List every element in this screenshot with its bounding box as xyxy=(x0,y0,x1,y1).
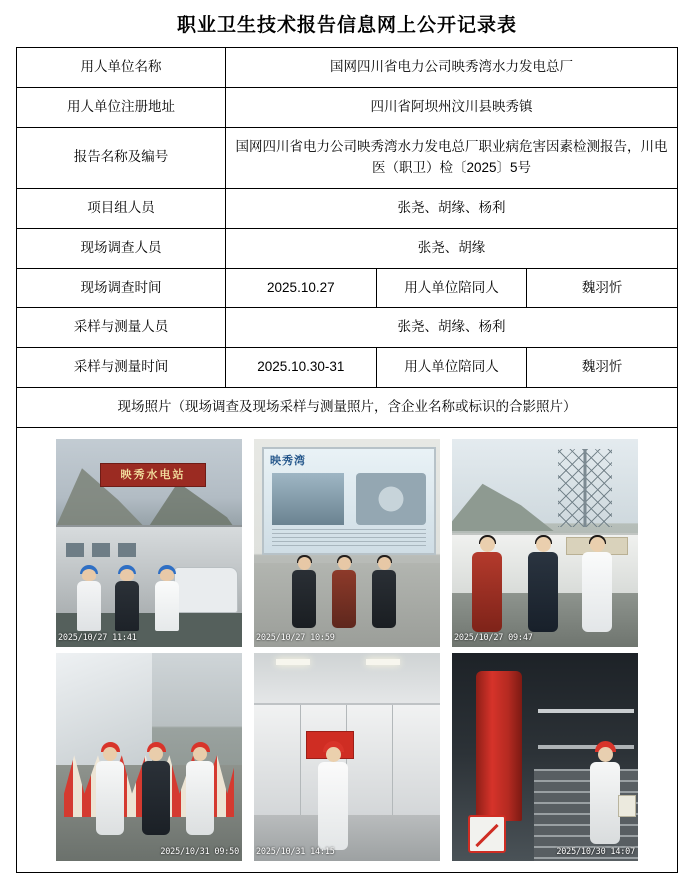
body-shape xyxy=(77,581,101,631)
cabinet-divider xyxy=(392,705,393,817)
person-figure xyxy=(526,537,560,633)
head-shape xyxy=(149,747,163,761)
body-shape xyxy=(96,761,124,835)
person-figure xyxy=(316,747,350,851)
exhibition-board xyxy=(262,447,436,555)
photo-tank-stairs xyxy=(452,653,638,861)
row-value-sampling-staff: 张尧、胡缘、杨利 xyxy=(226,308,678,348)
ceiling-lamp xyxy=(276,659,310,665)
photo-grid xyxy=(23,437,671,863)
photos-section xyxy=(17,428,678,873)
table-row xyxy=(17,87,678,127)
body-shape xyxy=(332,570,356,628)
row-value-employer-name: 国网四川省电力公司映秀湾水力发电总厂 xyxy=(226,48,678,88)
board-photo xyxy=(356,473,426,525)
person-figure xyxy=(370,557,398,629)
cabinet-divider xyxy=(300,705,301,817)
body-shape xyxy=(528,552,558,632)
person-figure xyxy=(112,569,142,633)
row-label-report-name-number: 报告名称及编号 xyxy=(17,127,226,188)
body-shape xyxy=(472,552,502,632)
person-figure xyxy=(152,569,182,633)
body-shape xyxy=(318,762,348,850)
table-row xyxy=(17,48,678,88)
head-shape xyxy=(326,747,341,762)
head-shape xyxy=(480,537,495,552)
person-figure xyxy=(74,569,104,633)
photo-switchgear-room xyxy=(254,653,440,861)
row-label-project-team: 项目组人员 xyxy=(17,188,226,228)
body-shape xyxy=(186,761,214,835)
person-figure xyxy=(330,557,358,629)
board-text-lines xyxy=(272,529,426,547)
head-shape xyxy=(298,557,311,570)
head-shape xyxy=(82,569,96,581)
board-photo xyxy=(272,473,344,525)
person-figure xyxy=(470,537,504,633)
table-row xyxy=(17,388,678,428)
table-row xyxy=(17,348,678,388)
railing-shape xyxy=(538,709,634,713)
table-row xyxy=(17,188,678,228)
body-shape xyxy=(115,581,139,631)
row-value-registered-address: 四川省阿坝州汶川县映秀镇 xyxy=(226,87,678,127)
body-shape xyxy=(372,570,396,628)
photo-timestamp: 2025/10/31 14:15 xyxy=(256,847,335,858)
person-figure xyxy=(184,747,216,835)
head-shape xyxy=(536,537,551,552)
photo-timestamp: 2025/10/27 09:47 xyxy=(454,633,533,644)
table-row xyxy=(17,428,678,873)
head-shape xyxy=(193,747,207,761)
head-shape xyxy=(160,569,174,581)
row-label-survey-time: 现场调查时间 xyxy=(17,268,226,308)
page-title: 职业卫生技术报告信息网上公开记录表 xyxy=(176,15,517,36)
row-value-survey-staff: 张尧、胡缘 xyxy=(226,228,678,268)
row-value-report-name-number: 国网四川省电力公司映秀湾水力发电总厂职业病危害因素检测报告，川电医（职卫）检〔2025〕5号 xyxy=(226,127,678,188)
row-label-survey-accompany: 用人单位陪同人 xyxy=(376,268,527,308)
photo-exhibition-board xyxy=(254,439,440,647)
photo-site-entrance xyxy=(56,439,242,647)
body-shape xyxy=(582,552,612,632)
transmission-tower-shape xyxy=(558,449,612,527)
clipboard-icon xyxy=(618,795,636,817)
record-table xyxy=(16,47,678,873)
body-shape xyxy=(155,581,179,631)
photo-field-sampling xyxy=(56,653,242,861)
photo-row-top xyxy=(31,439,663,647)
head-shape xyxy=(103,747,117,761)
prohibition-sign-icon xyxy=(468,815,506,853)
person-figure xyxy=(588,747,622,845)
table-row xyxy=(17,268,678,308)
row-label-sampling-accompany: 用人单位陪同人 xyxy=(376,348,527,388)
row-label-registered-address: 用人单位注册地址 xyxy=(17,87,226,127)
photo-timestamp: 2025/10/31 09:50 xyxy=(160,847,239,858)
row-value-survey-time: 2025.10.27 xyxy=(226,268,377,308)
board-title: 映秀湾 xyxy=(270,455,306,468)
head-shape xyxy=(598,747,613,762)
row-value-sampling-accompany: 魏羽忻 xyxy=(527,348,678,388)
table-row xyxy=(17,308,678,348)
photo-row-bottom xyxy=(31,653,663,861)
van-shape xyxy=(174,567,238,613)
person-figure xyxy=(94,747,126,835)
person-figure xyxy=(140,747,172,835)
row-value-survey-accompany: 魏羽忻 xyxy=(527,268,678,308)
row-label-sampling-time: 采样与测量时间 xyxy=(17,348,226,388)
window-shape xyxy=(92,543,110,557)
body-shape xyxy=(590,762,620,844)
table-row xyxy=(17,127,678,188)
photo-group-outdoor xyxy=(452,439,638,647)
site-signboard: 映秀水电站 xyxy=(100,463,206,487)
window-shape xyxy=(118,543,136,557)
photos-section-header: 现场照片（现场调查及现场采样与测量照片，含企业名称或标识的合影照片） xyxy=(17,388,678,428)
body-shape xyxy=(142,761,170,835)
head-shape xyxy=(338,557,351,570)
row-label-survey-staff: 现场调查人员 xyxy=(17,228,226,268)
head-shape xyxy=(120,569,134,581)
person-figure xyxy=(580,537,614,633)
body-shape xyxy=(292,570,316,628)
photo-timestamp: 2025/10/30 14:07 xyxy=(556,847,635,858)
window-shape xyxy=(66,543,84,557)
head-shape xyxy=(378,557,391,570)
person-figure xyxy=(290,557,318,629)
table-row xyxy=(17,228,678,268)
row-value-project-team: 张尧、胡缘、杨利 xyxy=(226,188,678,228)
row-value-sampling-time: 2025.10.30-31 xyxy=(226,348,377,388)
photo-timestamp: 2025/10/27 11:41 xyxy=(58,633,137,644)
head-shape xyxy=(590,537,605,552)
red-tank-shape xyxy=(476,671,522,821)
row-label-sampling-staff: 采样与测量人员 xyxy=(17,308,226,348)
row-label-employer-name: 用人单位名称 xyxy=(17,48,226,88)
photo-timestamp: 2025/10/27 10:59 xyxy=(256,633,335,644)
ceiling-lamp xyxy=(366,659,400,665)
